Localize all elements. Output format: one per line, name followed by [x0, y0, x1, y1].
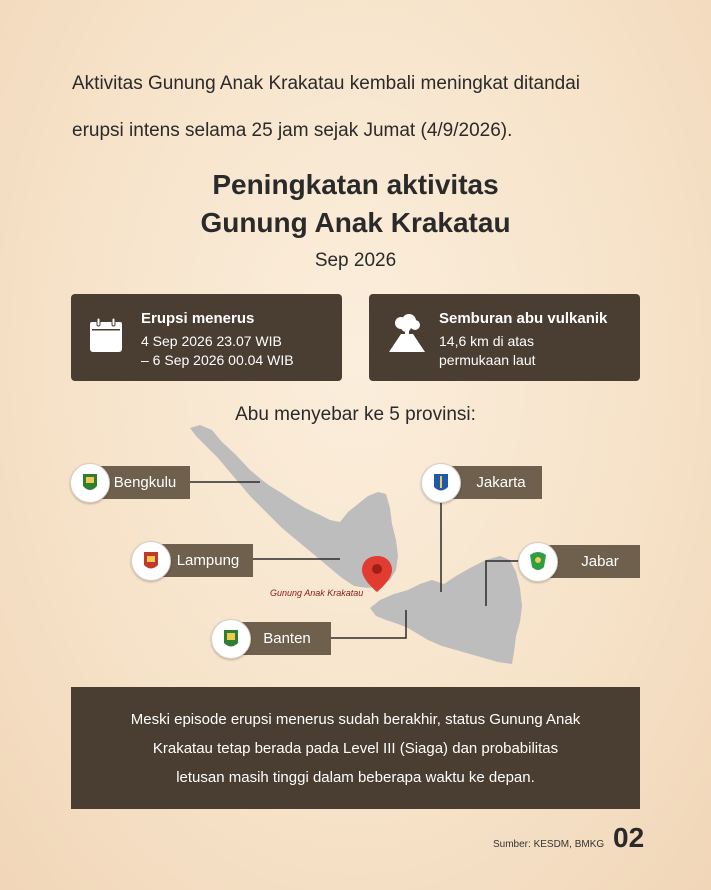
- province-label-lampung: Lampung: [176, 552, 240, 569]
- province-label-banten: Banten: [263, 630, 311, 647]
- note-line-3: letusan masih tinggi dalam beberapa waktu ke depan.: [176, 769, 535, 786]
- lampung-emblem-icon: [131, 541, 171, 581]
- note-line-2: Krakatau tetap berada pada Level III (Siaga) dan probabilitas: [152, 740, 559, 757]
- ash-card-line-2: permukaan laut: [439, 352, 536, 368]
- jakarta-emblem-icon: [421, 463, 461, 503]
- volcano-label: Gunung Anak Krakatau: [270, 588, 364, 598]
- intro-line-2: erupsi intens selama 25 jam sejak Jumat (4/9/2026).: [72, 120, 513, 141]
- jabar-emblem-icon: [518, 542, 558, 582]
- spread-title: Abu menyebar ke 5 provinsi:: [235, 404, 476, 425]
- bengkulu-emblem-icon: [70, 463, 110, 503]
- title-line-2: Gunung Anak Krakatau: [200, 207, 511, 238]
- intro-line-1: Aktivitas Gunung Anak Krakatau kembali meningkat ditandai: [72, 73, 581, 94]
- page-number: 02: [613, 822, 645, 853]
- status-note: [71, 687, 640, 809]
- ash-card-line-1: 14,6 km di atas: [439, 333, 534, 349]
- province-label-bengkulu: Bengkulu: [113, 474, 177, 491]
- ash-card-heading: Semburan abu vulkanik: [439, 310, 608, 327]
- date-label: Sep 2026: [314, 250, 397, 271]
- eruption-card-line-2: – 6 Sep 2026 00.04 WIB: [141, 352, 294, 368]
- note-line-1: Meski episode erupsi menerus sudah berakhir, status Gunung Anak: [130, 711, 581, 728]
- title-line-1: Peningkatan aktivitas: [212, 169, 499, 200]
- source-text: Sumber: KESDM, BMKG: [493, 839, 605, 850]
- eruption-card-line-1: 4 Sep 2026 23.07 WIB: [141, 333, 282, 349]
- province-label-jakarta: Jakarta: [476, 474, 526, 491]
- eruption-card-heading: Erupsi menerus: [141, 310, 255, 327]
- banten-emblem-icon: [211, 619, 251, 659]
- province-label-jabar: Jabar: [581, 553, 619, 570]
